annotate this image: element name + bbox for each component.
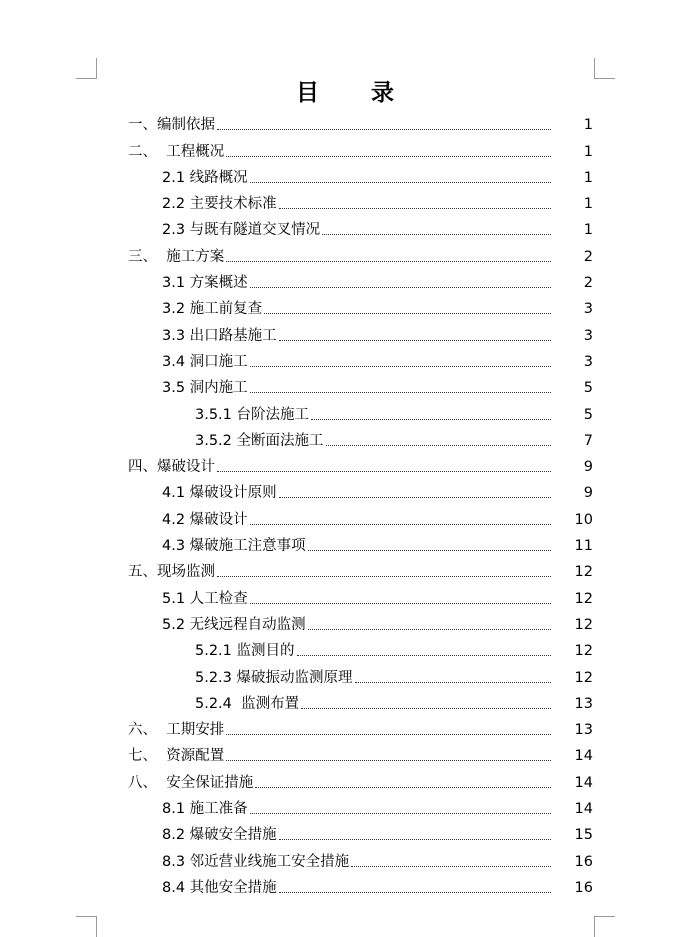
toc-entry[interactable] — [0, 450, 690, 476]
toc-entry[interactable] — [0, 397, 690, 423]
toc-entry[interactable] — [0, 424, 690, 450]
toc-dot-leader — [226, 155, 551, 157]
toc-entry[interactable] — [0, 318, 690, 344]
toc-entry-label: 3.5.1 台阶法施工 — [195, 406, 310, 423]
toc-dot-leader — [308, 549, 551, 551]
toc-entry-page-number: 1 — [583, 143, 593, 160]
crop-mark-bottom-right — [594, 916, 615, 937]
toc-entry-label: 五、现场监测 — [128, 564, 215, 581]
toc-entry-label: 六、 工期安排 — [128, 722, 225, 739]
toc-entry-label: 七、 资源配置 — [128, 748, 225, 765]
toc-entry-label: 2.3 与既有隧道交叉情况 — [162, 222, 321, 239]
toc-entry[interactable] — [0, 739, 690, 765]
toc-entry-page-number: 5 — [583, 380, 593, 397]
toc-entry-page-number: 12 — [574, 669, 593, 686]
toc-entry[interactable] — [0, 187, 690, 213]
toc-entry-label: 二、 工程概况 — [128, 143, 225, 160]
toc-dot-leader — [351, 865, 551, 867]
toc-entry-label: 一、编制依据 — [128, 117, 215, 134]
toc-entry-page-number: 9 — [583, 485, 593, 502]
toc-dot-leader — [322, 233, 551, 235]
toc-entry-page-number: 12 — [574, 616, 593, 633]
toc-entry-label: 8.1 施工准备 — [162, 801, 248, 818]
toc-entry-label: 八、 安全保证措施 — [128, 774, 254, 791]
toc-entry-page-number: 12 — [574, 643, 593, 660]
toc-entry-label: 4.2 爆破设计 — [162, 511, 248, 528]
toc-entry-page-number: 9 — [583, 459, 593, 476]
toc-title: 目 录 — [295, 79, 416, 106]
toc-entry-page-number: 5 — [583, 406, 593, 423]
toc-entry-label: 3.5.2 全断面法施工 — [195, 432, 324, 449]
toc-entry[interactable] — [0, 213, 690, 239]
toc-entry-label: 5.2.3 爆破振动监测原理 — [195, 669, 353, 686]
toc-entry-page-number: 1 — [583, 196, 593, 213]
toc-entry[interactable] — [0, 345, 690, 371]
toc-entry[interactable] — [0, 581, 690, 607]
toc-entry[interactable] — [0, 476, 690, 502]
toc-dot-leader — [217, 128, 551, 130]
toc-dot-leader — [311, 418, 551, 420]
crop-mark-bottom-left — [76, 916, 97, 937]
toc-entry[interactable] — [0, 792, 690, 818]
toc-entry[interactable] — [0, 134, 690, 160]
toc-entry-label: 5.2 无线远程自动监测 — [162, 616, 306, 633]
toc-dot-leader — [279, 207, 551, 209]
toc-dot-leader — [264, 312, 551, 314]
toc-entry[interactable] — [0, 371, 690, 397]
toc-dot-leader — [250, 812, 551, 814]
toc-entry-page-number: 3 — [583, 301, 593, 318]
toc-entry[interactable] — [0, 502, 690, 528]
toc-dot-leader — [301, 707, 551, 709]
toc-dot-leader — [279, 496, 551, 498]
toc-entry-page-number: 14 — [574, 748, 593, 765]
toc-entry-label: 3.3 出口路基施工 — [162, 327, 277, 344]
toc-entry-label: 3.4 洞口施工 — [162, 353, 248, 370]
toc-entry-page-number: 7 — [583, 432, 593, 449]
toc-entry-label: 8.4 其他安全措施 — [162, 879, 277, 896]
toc-dot-leader — [250, 523, 551, 525]
toc-entry[interactable] — [0, 844, 690, 870]
toc-dot-leader — [226, 260, 551, 262]
toc-entry-label: 5.2.1 监测目的 — [195, 643, 295, 660]
toc-dot-leader — [226, 733, 551, 735]
toc-entry-page-number: 16 — [574, 879, 593, 896]
table-of-contents — [0, 108, 690, 897]
toc-entry[interactable] — [0, 529, 690, 555]
toc-dot-leader — [250, 286, 551, 288]
toc-entry[interactable] — [0, 108, 690, 134]
toc-entry-page-number: 1 — [583, 169, 593, 186]
toc-entry[interactable] — [0, 871, 690, 897]
toc-entry-label: 4.1 爆破设计原则 — [162, 485, 277, 502]
toc-dot-leader — [217, 470, 551, 472]
toc-entry[interactable] — [0, 239, 690, 265]
toc-dot-leader — [355, 681, 551, 683]
toc-entry[interactable] — [0, 660, 690, 686]
toc-entry-page-number: 1 — [583, 117, 593, 134]
toc-entry-label: 四、爆破设计 — [128, 459, 215, 476]
toc-dot-leader — [217, 575, 551, 577]
toc-entry-label: 3.2 施工前复查 — [162, 301, 263, 318]
toc-entry-page-number: 10 — [574, 511, 593, 528]
toc-entry-label: 8.2 爆破安全措施 — [162, 827, 277, 844]
toc-entry-label: 4.3 爆破施工注意事项 — [162, 538, 306, 555]
toc-entry-label: 3.1 方案概述 — [162, 275, 248, 292]
toc-entry[interactable] — [0, 161, 690, 187]
toc-entry-label: 2.2 主要技术标准 — [162, 196, 277, 213]
toc-entry-page-number: 2 — [583, 275, 593, 292]
toc-entry-page-number: 16 — [574, 853, 593, 870]
toc-dot-leader — [279, 339, 551, 341]
toc-entry-page-number: 13 — [574, 722, 593, 739]
toc-dot-leader — [250, 602, 551, 604]
toc-dot-leader — [279, 838, 551, 840]
toc-dot-leader — [250, 181, 551, 183]
toc-entry[interactable] — [0, 765, 690, 791]
toc-dot-leader — [297, 654, 551, 656]
toc-entry-label: 8.3 邻近营业线施工安全措施 — [162, 853, 350, 870]
toc-entry[interactable] — [0, 608, 690, 634]
toc-entry-label: 5.1 人工检查 — [162, 590, 248, 607]
toc-entry-page-number: 1 — [583, 222, 593, 239]
toc-dot-leader — [255, 786, 551, 788]
toc-entry-page-number: 14 — [574, 801, 593, 818]
toc-entry-page-number: 13 — [574, 695, 593, 712]
toc-entry[interactable] — [0, 292, 690, 318]
toc-entry-page-number: 14 — [574, 774, 593, 791]
toc-entry-label: 5.2.4 监测布置 — [195, 695, 300, 712]
toc-dot-leader — [279, 891, 551, 893]
toc-entry-page-number: 11 — [574, 538, 593, 555]
toc-entry-label: 2.1 线路概况 — [162, 169, 248, 186]
toc-entry[interactable] — [0, 713, 690, 739]
toc-entry[interactable] — [0, 818, 690, 844]
toc-dot-leader — [226, 759, 551, 761]
toc-entry[interactable] — [0, 266, 690, 292]
toc-dot-leader — [308, 628, 551, 630]
toc-entry-page-number: 2 — [583, 248, 593, 265]
toc-entry[interactable] — [0, 687, 690, 713]
toc-dot-leader — [250, 365, 551, 367]
toc-entry-label: 三、 施工方案 — [128, 248, 225, 265]
toc-entry-label: 3.5 洞内施工 — [162, 380, 248, 397]
toc-entry[interactable] — [0, 634, 690, 660]
toc-entry-page-number: 12 — [574, 590, 593, 607]
toc-entry-page-number: 15 — [574, 827, 593, 844]
toc-dot-leader — [250, 391, 551, 393]
toc-dot-leader — [326, 444, 551, 446]
toc-entry-page-number: 3 — [583, 327, 593, 344]
toc-entry-page-number: 3 — [583, 353, 593, 370]
toc-entry[interactable] — [0, 555, 690, 581]
toc-entry-page-number: 12 — [574, 564, 593, 581]
